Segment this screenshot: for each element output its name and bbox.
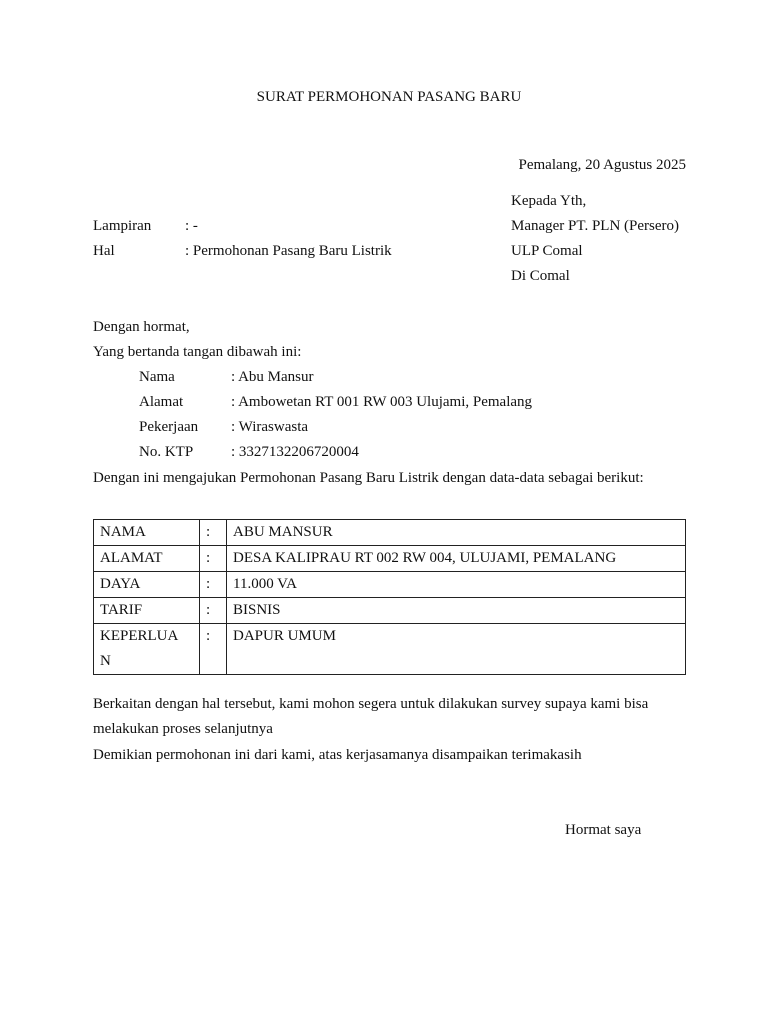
recipient-greeting: Kepada Yth, (511, 193, 587, 209)
meta-value-lampiran: : - (185, 218, 198, 234)
closing-paragraph-line1: Berkaitan dengan hal tersebut, kami mohon segera untuk dilakukan survey supaya kami bisa (93, 696, 649, 712)
letter-title: SURAT PERMOHONAN PASANG BARU (256, 89, 522, 105)
table-cell-separator: : (200, 598, 227, 624)
table-row (94, 598, 686, 624)
identity-value-alamat: : Ambowetan RT 001 RW 003 Ulujami, Pemalang (231, 394, 533, 410)
identity-label-nama: Nama (139, 369, 175, 385)
table-field-keperluan: KEPERLUAN (100, 628, 179, 669)
closing-thanks: Demikian permohonan ini dari kami, atas kerjasamanya disampaikan terimakasih (93, 747, 582, 763)
table-cell-separator: : (200, 520, 227, 546)
identity-label-alamat: Alamat (139, 394, 184, 410)
identity-label-pekerjaan: Pekerjaan (139, 419, 199, 435)
salutation: Dengan hormat, (93, 319, 190, 335)
table-row (94, 624, 686, 675)
table-cell-field: DAYA (94, 572, 200, 598)
table-cell-field: TARIF (94, 598, 200, 624)
identity-value-nama: : Abu Mansur (231, 369, 314, 385)
table-cell-value: BISNIS (227, 598, 686, 624)
table-cell-value: 11.000 VA (227, 572, 686, 598)
identity-label-ktp: No. KTP (139, 444, 194, 460)
request-text: Dengan ini mengajukan Permohonan Pasang Baru Listrik dengan data-data sebagai berikut: (93, 470, 644, 486)
meta-label-hal: Hal (93, 243, 115, 259)
table-row (94, 572, 686, 598)
table-row (94, 520, 686, 546)
meta-value-hal: : Permohonan Pasang Baru Listrik (185, 243, 392, 259)
closing-paragraph-line2: melakukan proses selanjutnya (93, 721, 273, 737)
intro-text: Yang bertanda tangan dibawah ini: (93, 344, 302, 360)
table-cell-value: ABU MANSUR (227, 520, 686, 546)
meta-label-lampiran: Lampiran (93, 218, 152, 234)
request-data-table (93, 519, 686, 675)
table-cell-value: DESA KALIPRAU RT 002 RW 004, ULUJAMI, PEMALANG (227, 546, 686, 572)
recipient-line1: Manager PT. PLN (Persero) (511, 218, 680, 234)
recipient-line2: ULP Comal (511, 243, 583, 259)
table-row (94, 546, 686, 572)
identity-value-pekerjaan: : Wiraswasta (231, 419, 309, 435)
identity-value-ktp: : 3327132206720004 (231, 444, 359, 460)
table-cell-separator: : (200, 624, 227, 675)
table-cell-separator: : (200, 546, 227, 572)
table-cell-field (94, 624, 200, 675)
table-cell-separator: : (200, 572, 227, 598)
table-cell-field: ALAMAT (94, 546, 200, 572)
table-cell-value: DAPUR UMUM (227, 624, 686, 675)
recipient-line3: Di Comal (511, 268, 570, 284)
signoff: Hormat saya (565, 822, 642, 838)
table-cell-field: NAMA (94, 520, 200, 546)
place-date: Pemalang, 20 Agustus 2025 (518, 157, 686, 173)
